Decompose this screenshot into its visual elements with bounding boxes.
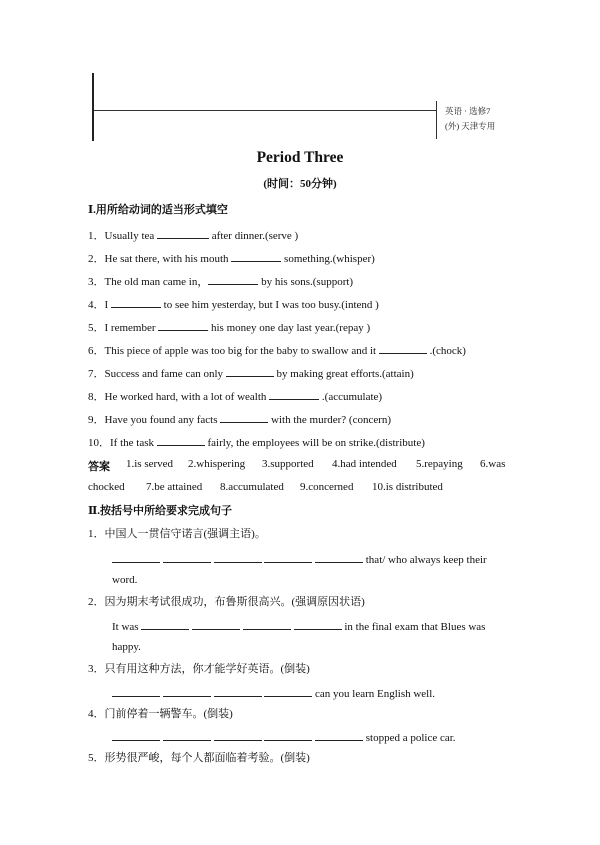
exercise-2 [88,250,375,266]
translation-1-continued: word. [112,574,138,586]
item-number: 5． [88,322,105,334]
exercise-1 [88,227,298,243]
item-text: with the murder? (concern) [268,414,392,426]
item-text: by his sons.(support) [258,276,354,288]
answer-item: 5.repaying [416,458,463,470]
item-number: 4． [88,708,105,720]
item-text: to see him yesterday, but I was too busy.(intend ) [160,299,379,311]
item-number: 4． [88,299,105,311]
item-number: 2． [88,596,105,608]
item-text: Usually tea [104,230,158,242]
answer-blank[interactable] [294,618,342,630]
exercise-3 [88,273,353,289]
item-text: I [104,299,111,311]
exercise-10 [88,434,425,450]
answer-blank[interactable] [112,551,160,563]
answer-blank[interactable] [163,729,211,741]
answer-blank[interactable] [220,411,268,423]
exercise-4 [88,296,379,312]
item-text: stopped a police car. [363,732,456,744]
answer-blank[interactable] [269,388,319,400]
item-text: Success and fame can only [104,368,226,380]
translation-1-answer [112,551,487,567]
answer-blank[interactable] [214,551,262,563]
item-number: 2． [88,253,105,265]
answer-blank[interactable] [141,618,189,630]
answer-blank[interactable] [112,685,160,697]
item-number: 5． [88,752,105,764]
translation-5-prompt [88,751,310,765]
item-text: This piece of apple was too big for the baby to swallow and it [104,345,379,357]
time-limit: (时间：50分钟) [263,178,337,190]
item-text: something.(whisper) [281,253,375,265]
answer-blank[interactable] [315,551,363,563]
answer-blank[interactable] [163,551,211,563]
answer-blank[interactable] [208,273,258,285]
header-line-1: 英语 · 选修7 [445,106,491,116]
answer-item: 4.had intended [332,458,397,470]
item-number: 10． [88,437,110,449]
answer-row-2 [88,481,512,495]
item-number: 7． [88,368,105,380]
item-text: If the task [110,437,157,449]
answer-item: 8.accumulated [220,481,284,493]
answer-item: 7.be attained [146,481,203,493]
answer-blank[interactable] [111,296,161,308]
answer-blank[interactable] [315,729,363,741]
item-text: in the final exam that Blues was [341,621,486,633]
header-vertical-rule [92,73,94,141]
item-text: Have you found any facts [104,414,221,426]
item-prompt: 门前停着一辆警车。(倒装) [104,708,233,720]
header-line-2: (外) 天津专用 [445,121,496,131]
item-prompt: 因为期末考试很成功，布鲁斯很高兴。(强调原因状语) [104,596,365,608]
answer-item: 10.is distributed [372,481,443,493]
answer-blank[interactable] [231,250,281,262]
exercise-6 [88,342,466,358]
item-text: .(chock) [426,345,466,357]
item-prompt: 只有用这种方法，你才能学好英语。(倒装) [104,663,310,675]
item-text: after dinner.(serve ) [209,230,299,242]
item-number: 9． [88,414,105,426]
answer-blank[interactable] [157,227,209,239]
item-prompt: 中国人一贯信守诺言(强调主语)。 [104,528,266,540]
page-title: Period Three [256,149,344,166]
header-label [445,104,495,134]
answer-blank[interactable] [112,729,160,741]
item-number: 6． [88,345,105,357]
section-2-heading: Ⅱ.按括号中所给要求完成句子 [88,505,233,517]
answer-blank[interactable] [214,685,262,697]
answer-item: 2.whispering [188,458,246,470]
item-number: 3． [88,663,105,675]
answer-blank[interactable] [243,618,291,630]
exercise-7 [88,365,414,381]
header-divider-rule [436,101,437,139]
item-text: He sat there, with his mouth [104,253,232,265]
exercise-5 [88,319,370,335]
item-text: He worked hard, with a lot of wealth [104,391,270,403]
answer-item: 3.supported [262,458,314,470]
exercise-9 [88,411,391,427]
item-text: his money one day last year.(repay ) [208,322,371,334]
answer-blank[interactable] [264,551,312,563]
item-text: The old man came in， [104,276,209,288]
item-text: can you learn English well. [312,688,436,700]
answer-blank[interactable] [264,685,312,697]
item-number: 3． [88,276,105,288]
exercise-8 [88,388,382,404]
item-text: .(accumulate) [319,391,383,403]
answer-blank[interactable] [163,685,211,697]
answer-label: 答案 [88,461,110,473]
translation-2-prompt [88,595,365,609]
answer-blank[interactable] [226,365,274,377]
answer-item: 6.was [480,458,506,470]
translation-3-prompt [88,662,310,676]
header-horizontal-rule [94,110,436,111]
section-1-heading: Ⅰ.用所给动词的适当形式填空 [88,204,228,216]
translation-2-continued: happy. [112,641,141,653]
answer-blank[interactable] [157,434,205,446]
answer-blank[interactable] [158,319,208,331]
item-number: 1． [88,230,105,242]
item-prompt: 形势很严峻，每个人都面临着考验。(倒装) [104,752,310,764]
answer-blank[interactable] [264,729,312,741]
answer-item: 9.concerned [300,481,354,493]
item-text: I remember [104,322,159,334]
translation-2-answer [112,618,485,634]
item-text: It was [112,621,142,633]
answer-row-1 [88,458,512,472]
answer-blank[interactable] [379,342,427,354]
item-number: 8． [88,391,105,403]
answer-blank[interactable] [192,618,240,630]
item-text: that/ who always keep their [363,554,487,566]
answer-blank[interactable] [214,729,262,741]
answer-item: 1.is served [126,458,174,470]
translation-4-prompt [88,707,233,721]
translation-4-answer [112,729,456,745]
answer-item: chocked [88,481,125,493]
item-text: by making great efforts.(attain) [273,368,414,380]
translation-3-answer [112,685,435,701]
translation-1-prompt [88,527,266,541]
item-number: 1． [88,528,105,540]
item-text: fairly, the employees will be on strike.(distribute) [204,437,425,449]
